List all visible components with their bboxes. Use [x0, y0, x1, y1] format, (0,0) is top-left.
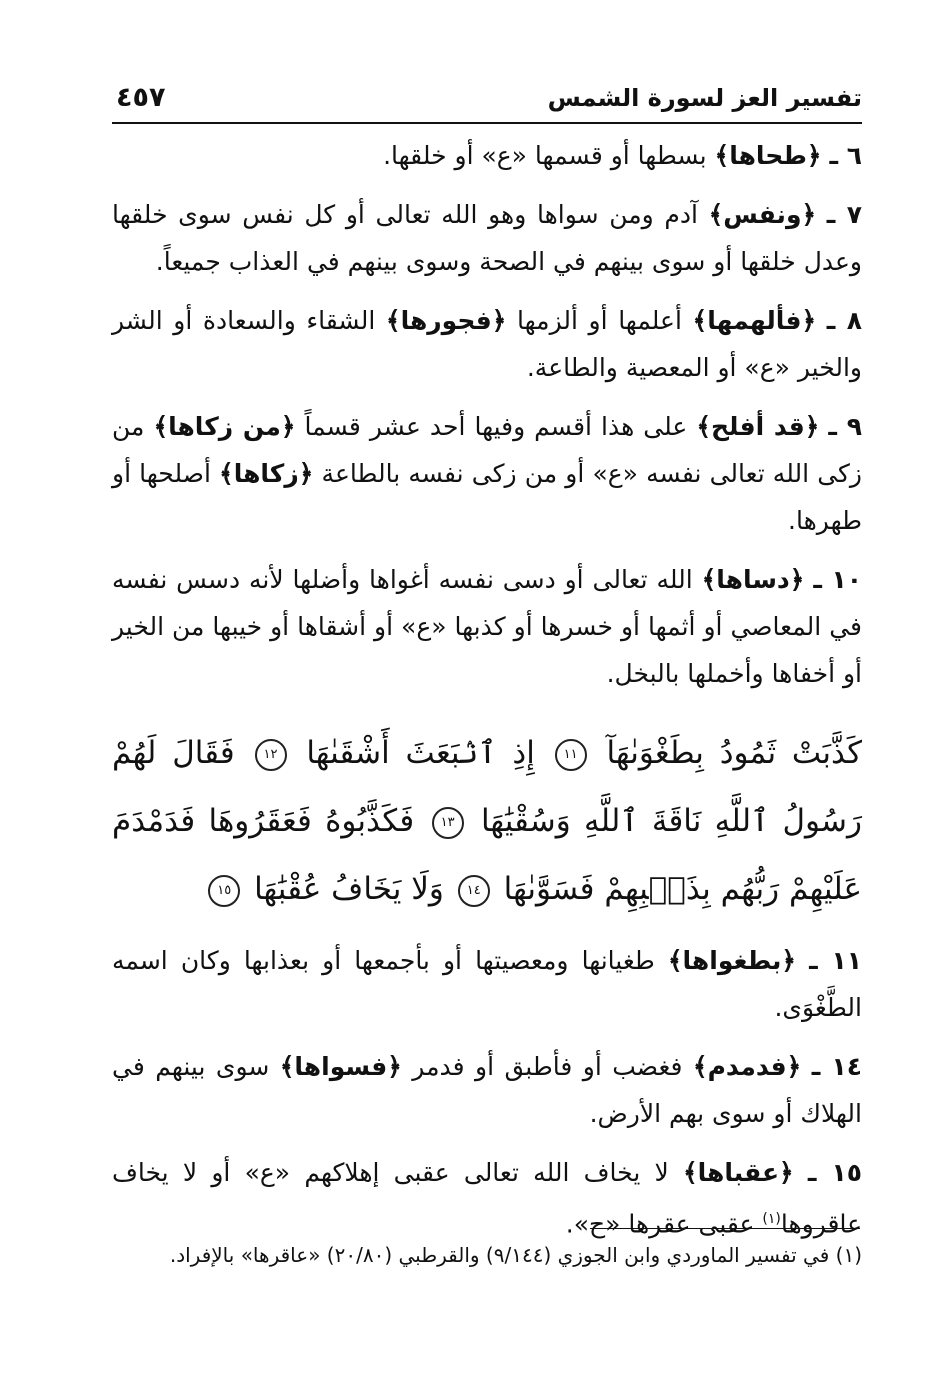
- footnote-text: في تفسير الماوردي وابن الجوزي (٩/١٤٤) والقرطبي (٢٠/٨٠) «عاقرها» بالإفراد.: [169, 1243, 830, 1267]
- verse-number: ٧ ـ: [826, 200, 863, 229]
- commentary-text: على هذا أقسم وفيها أحد عشر قسماً: [304, 412, 688, 441]
- page-number: ٤٥٧: [116, 82, 166, 113]
- quran-term: ﴿زكاها﴾: [219, 459, 314, 488]
- commentary-text: آدم ومن سواها وهو الله تعالى أو كل نفس سوى خلقها وعدل خلقها أو سوى بينهم في الصحة وسوى بينهم في العذاب جميعاً.: [112, 200, 862, 276]
- verse-number: ١٤ ـ: [811, 1052, 863, 1081]
- footnote: [112, 1240, 862, 1270]
- commentary-text: فغضب أو فأطبق أو فدمر: [412, 1052, 683, 1081]
- commentary-paragraph: [112, 191, 862, 285]
- verse-number: ٨ ـ: [826, 306, 862, 335]
- commentary-text: لا يخاف الله تعالى عقبى إهلاكهم «ع» أو لا يخاف عاقروها: [112, 1158, 862, 1239]
- quran-ayah: فَكَذَّبُوهُ فَعَقَرُوهَا فَدَمْدَمَ عَلَيْهِمْ رَبُّهُم بِذَنۢبِهِمْ فَسَوَّىٰهَا: [112, 803, 862, 907]
- commentary-paragraph: [112, 556, 862, 697]
- verse-number: ٩ ـ: [828, 412, 862, 441]
- quran-term: ﴿بطغواها﴾: [667, 946, 796, 975]
- quran-ayah: وَلَا يَخَافُ عُقْبَٰهَا: [254, 871, 444, 907]
- commentary-paragraph: [112, 403, 862, 544]
- page-header: [112, 78, 862, 124]
- ayah-number-icon: ١٣: [432, 807, 464, 839]
- ayah-number-icon: ١٥: [208, 875, 240, 907]
- quran-ayah: فَقَالَ لَهُمْ رَسُولُ ٱللَّهِ نَاقَةَ ٱللَّهِ وَسُقْيَٰهَا: [112, 735, 862, 839]
- verse-number: ١١ ـ: [809, 946, 862, 975]
- page-body: [112, 132, 862, 1259]
- commentary-text: طغيانها ومعصيتها أو بأجمعها أو بعذابها وكان اسمه الطَّغْوَى.: [112, 946, 862, 1022]
- footnote-marker: (١): [835, 1243, 862, 1267]
- quran-ayah: كَذَّبَتْ ثَمُودُ بِطَغْوَىٰهَآ: [606, 735, 862, 771]
- quran-ayah: إِذِ ٱنۢبَعَثَ أَشْقَىٰهَا: [306, 735, 535, 771]
- quran-term: ﴿من زكاها﴾: [153, 412, 296, 441]
- page-title: تفسير العز لسورة الشمس: [547, 84, 862, 112]
- commentary-text: عقبى عقرها «ح».: [565, 1209, 755, 1239]
- commentary-paragraph: [112, 1043, 862, 1137]
- commentary-text: الشقاء والسعادة أو الشر والخير «ع» أو المعصية والطاعة.: [112, 306, 862, 382]
- commentary-text: بسطها أو قسمها «ع» أو خلقها.: [383, 141, 707, 170]
- verse-number: ٦ ـ: [829, 141, 862, 170]
- commentary-text: سوى بينهم في الهلاك أو سوى بهم الأرض.: [112, 1052, 862, 1128]
- commentary-text: من زكى الله تعالى نفسه «ع» أو من زكى نفسه بالطاعة: [112, 412, 863, 488]
- commentary-text: أصلحها أو طهرها.: [112, 459, 862, 535]
- ayah-number-icon: ١١: [555, 739, 587, 771]
- commentary-paragraph: [112, 297, 862, 391]
- quran-term: ﴿ونفس﴾: [708, 200, 817, 229]
- quran-term: ﴿عقباها﴾: [683, 1158, 794, 1187]
- verse-number: ١٠ ـ: [813, 565, 863, 594]
- quran-term: ﴿فجورها﴾: [385, 306, 507, 335]
- quran-term: ﴿فألهمها﴾: [692, 306, 817, 335]
- ayah-number-icon: ١٢: [255, 739, 287, 771]
- commentary-text: الله تعالى أو دسى نفسه أغواها وأضلها لأنه دسس نفسه في المعاصي أو أثمها أو خسرها أو كذبها «ع» أو أشقاها أو خيبها من الخير أو أخفاها وأخملها بالبخل.: [112, 565, 862, 688]
- quran-term: ﴿قد أفلح﴾: [696, 412, 820, 441]
- footnote-reference: (١): [762, 1211, 781, 1227]
- commentary-paragraph: [112, 937, 862, 1031]
- quran-term: ﴿دساها﴾: [701, 565, 805, 594]
- commentary-text: أعلمها أو ألزمها: [517, 306, 682, 335]
- quran-verses: [112, 719, 862, 923]
- footnote-divider: [590, 1228, 860, 1229]
- ayah-number-icon: ١٤: [458, 875, 490, 907]
- verse-number: ١٥ ـ: [807, 1158, 862, 1187]
- quran-term: ﴿فسواها﴾: [279, 1052, 402, 1081]
- quran-term: ﴿طحاها﴾: [714, 141, 822, 170]
- quran-term: ﴿فدمدم﴾: [692, 1052, 802, 1081]
- commentary-paragraph: [112, 132, 862, 179]
- commentary-paragraph: [112, 1149, 862, 1247]
